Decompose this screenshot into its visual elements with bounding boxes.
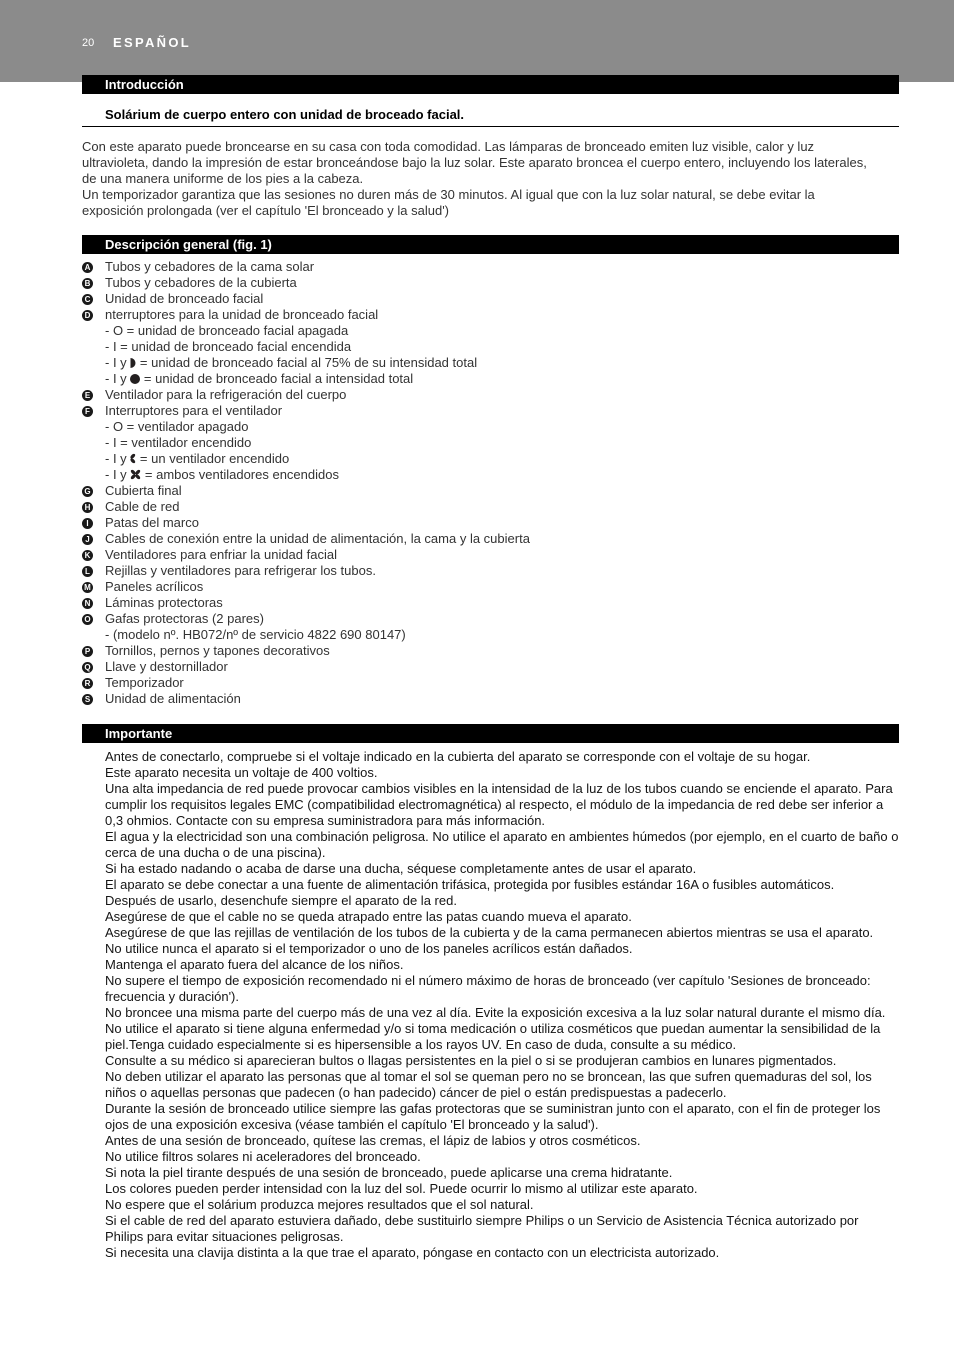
page-number: 20 [82, 37, 95, 49]
safety-item: Después de usarlo, desenchufe siempre el aparato de la red. [105, 893, 457, 908]
parts-item-a [82, 259, 899, 275]
parts-item-p [82, 643, 899, 659]
parts-subitem-text: = unidad de bronceado facial a intensidad total [143, 371, 414, 386]
product-subtitle: Solárium de cuerpo entero con unidad de broceado facial. [82, 107, 899, 127]
parts-item-g [82, 483, 899, 499]
parts-subitem-text: = ambos ventiladores encendidos [144, 467, 339, 482]
parts-item-text: Unidad de alimentación [105, 691, 241, 706]
parts-item-o [82, 611, 899, 627]
parts-subitem [82, 419, 899, 435]
parts-item-text: Cable de red [105, 499, 180, 514]
section-heading-descripcion: Descripción general (fig. 1) [82, 235, 899, 254]
safety-item: Mantenga el aparato fuera del alcance de los niños. [105, 957, 404, 972]
safety-item: Asegúrese de que el cable no se queda atrapado entre las patas cuando mueva el aparato. [105, 909, 632, 924]
parts-item-text: Unidad de bronceado facial [105, 291, 264, 306]
parts-subitem-text: - O = ventilador apagado [105, 419, 249, 434]
parts-subitem-text: = unidad de bronceado facial al 75% de su intensidad total [139, 355, 478, 370]
safety-item: El agua y la electricidad son una combinación peligrosa. No utilice el aparato en ambientes húmedos (por ejemplo, en el cuarto de baño o cerca de una ducha o de una piscina). [105, 829, 899, 860]
parts-subitem [82, 355, 899, 371]
item-marker: E [82, 390, 93, 401]
parts-item-j [82, 531, 899, 547]
parts-item-e [82, 387, 899, 403]
parts-item-c [82, 291, 899, 307]
section-heading-introduccion: Introducción [82, 75, 899, 94]
parts-item-text: Cubierta final [105, 483, 182, 498]
parts-item-d [82, 307, 899, 323]
parts-item-text: Rejillas y ventiladores para refrigerar los tubos. [105, 563, 376, 578]
safety-list [82, 749, 899, 1261]
safety-item: No utilice nunca el aparato si el temporizador o uno de los paneles acrílicos están dañados. [105, 941, 633, 956]
full-circle-icon [130, 374, 140, 384]
parts-subitem [82, 371, 899, 387]
parts-subitem-prefix: - I y [105, 467, 127, 482]
safety-item: No utilice filtros solares ni aceleradores del bronceado. [105, 1149, 421, 1164]
safety-item: El aparato se debe conectar a una fuente de alimentación trifásica, protegida por fusibles estándar 16A o fusibles automáticos. [105, 877, 835, 892]
parts-item-text: Gafas protectoras (2 pares) [105, 611, 264, 626]
parts-subitem-text: - O = unidad de bronceado facial apagada [105, 323, 349, 338]
safety-item: No broncee una misma parte del cuerpo más de una vez al día. Evite la exposición excesiva a la luz solar natural durante el mismo día. [105, 1005, 886, 1020]
item-marker: H [82, 502, 93, 513]
parts-item-s [82, 691, 899, 707]
parts-item-m [82, 579, 899, 595]
intro-text [82, 139, 872, 219]
parts-subitem [82, 323, 899, 339]
parts-subitem [82, 339, 899, 355]
language-label: ESPAÑOL [113, 35, 191, 50]
item-marker: R [82, 678, 93, 689]
parts-item-text: Tubos y cebadores de la cubierta [105, 275, 297, 290]
item-marker: M [82, 582, 93, 593]
parts-item-text: Interruptores para el ventilador [105, 403, 283, 418]
item-marker: B [82, 278, 93, 289]
item-marker: A [82, 262, 93, 273]
item-marker: C [82, 294, 93, 305]
safety-item: Si nota la piel tirante después de una sesión de bronceado, puede aplicarse una crema hidratante. [105, 1165, 673, 1180]
parts-item-text: Cables de conexión entre la unidad de alimentación, la cama y la cubierta [105, 531, 530, 546]
parts-item-text: Ventiladores para enfriar la unidad facial [105, 547, 337, 562]
safety-item: Los colores pueden perder intensidad con la luz del sol. Puede ocurrir lo mismo al utilizar este aparato. [105, 1181, 698, 1196]
parts-item-q [82, 659, 899, 675]
full-fan-icon [130, 469, 141, 480]
parts-item-f [82, 403, 899, 419]
page-content [82, 75, 899, 1261]
item-marker: F [82, 406, 93, 417]
safety-item: Asegúrese de que las rejillas de ventilación de los tubos de la cubierta y de la cama permanecen abiertos mientras se usa el aparato. [105, 925, 874, 940]
parts-list [82, 259, 899, 707]
safety-item: No utilice el aparato si tiene alguna enfermedad y/o si toma medicación o utiliza cosméticos que puedan aumentar la sensibilidad de la piel.Tenga cuidado especialmente si es hipersensible a los rayos UV. En caso de duda, consulte a su médico. [105, 1021, 881, 1052]
safety-item: Antes de conectarlo, compruebe si el voltaje indicado en la cubierta del aparato se corresponde con el voltaje de su hogar. [105, 749, 811, 764]
safety-item: No deben utilizar el aparato las personas que al tomar el sol se queman pero no se broncean, las que sufren quemaduras del sol, los niños o aquellas personas que padecen (o han padecido) cáncer de piel o están predispuestas a padecerlo. [105, 1069, 872, 1100]
intro-paragraph: Con este aparato puede broncearse en su casa con toda comodidad. Las lámparas de bronceado emiten luz visible, calor y luz ultravioleta, dando la impresión de estar bronceándose bajo la luz solar. Este aparato broncea el cuerpo entero, incluyendo los laterales, de una manera uniforme de los pies a la cabeza. [82, 139, 867, 186]
parts-item-text: Ventilador para la refrigeración del cuerpo [105, 387, 347, 402]
safety-item: Consulte a su médico si aparecieran bultos o llagas persistentes en la piel o si se produjeran cambios en lunares pigmentados. [105, 1053, 837, 1068]
parts-subitem [82, 435, 899, 451]
section-heading-importante: Importante [82, 724, 899, 743]
safety-item: Antes de una sesión de bronceado, quítese las cremas, el lápiz de labios y otros cosméticos. [105, 1133, 641, 1148]
safety-item: Una alta impedancia de red puede provocar cambios visibles en la intensidad de la luz de los tubos cuando se enciende el aparato. Para cumplir los requisitos legales EMC (compatibilidad electromagnética) al respecto, el módulo de la impedancia de red debe ser inferior a 0,3 ohmios. Contacte con su empresa suministradora para más información. [105, 781, 893, 828]
parts-subitem [82, 467, 899, 483]
item-marker: G [82, 486, 93, 497]
parts-item-text: Láminas protectoras [105, 595, 223, 610]
parts-item-text: Temporizador [105, 675, 184, 690]
item-marker: I [82, 518, 93, 529]
safety-item: Si ha estado nadando o acaba de darse una ducha, séquese completamente antes de usar el aparato. [105, 861, 697, 876]
parts-subitem-prefix: - I y [105, 371, 127, 386]
item-marker: Q [82, 662, 93, 673]
item-marker: D [82, 310, 93, 321]
parts-item-h [82, 499, 899, 515]
safety-item: Este aparato necesita un voltaje de 400 voltios. [105, 765, 378, 780]
safety-item: Si el cable de red del aparato estuviera dañado, debe sustituirlo siempre Philips o un Servicio de Asistencia Técnica autorizado por Philips para evitar situaciones peligrosas. [105, 1213, 859, 1244]
intro-paragraph: Un temporizador garantiza que las sesiones no duren más de 30 minutos. Al igual que con la luz solar natural, se debe evitar la exposición prolongada (ver el capítulo 'El bronceado y la salud') [82, 187, 815, 218]
parts-item-text: Tubos y cebadores de la cama solar [105, 259, 315, 274]
parts-item-i [82, 515, 899, 531]
parts-item-text: nterruptores para la unidad de bronceado facial [105, 307, 379, 322]
item-marker: N [82, 598, 93, 609]
item-marker: P [82, 646, 93, 657]
parts-subitem-text: - I = unidad de bronceado facial encendida [105, 339, 352, 354]
parts-item-text: Tornillos, pernos y tapones decorativos [105, 643, 330, 658]
parts-item-r [82, 675, 899, 691]
parts-subitem-text: - (modelo nº. HB072/nº de servicio 4822 690 80147) [105, 627, 406, 642]
parts-item-l [82, 563, 899, 579]
parts-item-n [82, 595, 899, 611]
item-marker: O [82, 614, 93, 625]
parts-subitem-prefix: - I y [105, 451, 127, 466]
safety-item: Durante la sesión de bronceado utilice siempre las gafas protectoras que se suministran junto con el aparato, con el fin de proteger los ojos de una exposición excesiva (véase también el capítulo 'El bronceado y la salud'). [105, 1101, 881, 1132]
parts-item-text: Paneles acrílicos [105, 579, 204, 594]
parts-item-text: Llave y destornillador [105, 659, 228, 674]
parts-subitem-text: = un ventilador encendido [139, 451, 290, 466]
parts-subitem-prefix: - I y [105, 355, 127, 370]
item-marker: S [82, 694, 93, 705]
parts-subitem [82, 451, 899, 467]
half-fan-icon [130, 453, 136, 464]
safety-item: No espere que el solárium produzca mejores resultados que el sol natural. [105, 1197, 534, 1212]
safety-item: Si necesita una clavija distinta a la que trae el aparato, póngase en contacto con un electricista autorizado. [105, 1245, 720, 1260]
half-circle-icon [130, 358, 136, 368]
parts-item-text: Patas del marco [105, 515, 199, 530]
item-marker: J [82, 534, 93, 545]
parts-item-b [82, 275, 899, 291]
parts-subitem [82, 627, 899, 643]
safety-item: No supere el tiempo de exposición recomendado ni el número máximo de horas de bronceado (ver capítulo 'Sesiones de bronceado: frecuencia y duración'). [105, 973, 871, 1004]
parts-subitem-text: - I = ventilador encendido [105, 435, 252, 450]
item-marker: L [82, 566, 93, 577]
parts-item-k [82, 547, 899, 563]
page-header [0, 0, 954, 82]
item-marker: K [82, 550, 93, 561]
